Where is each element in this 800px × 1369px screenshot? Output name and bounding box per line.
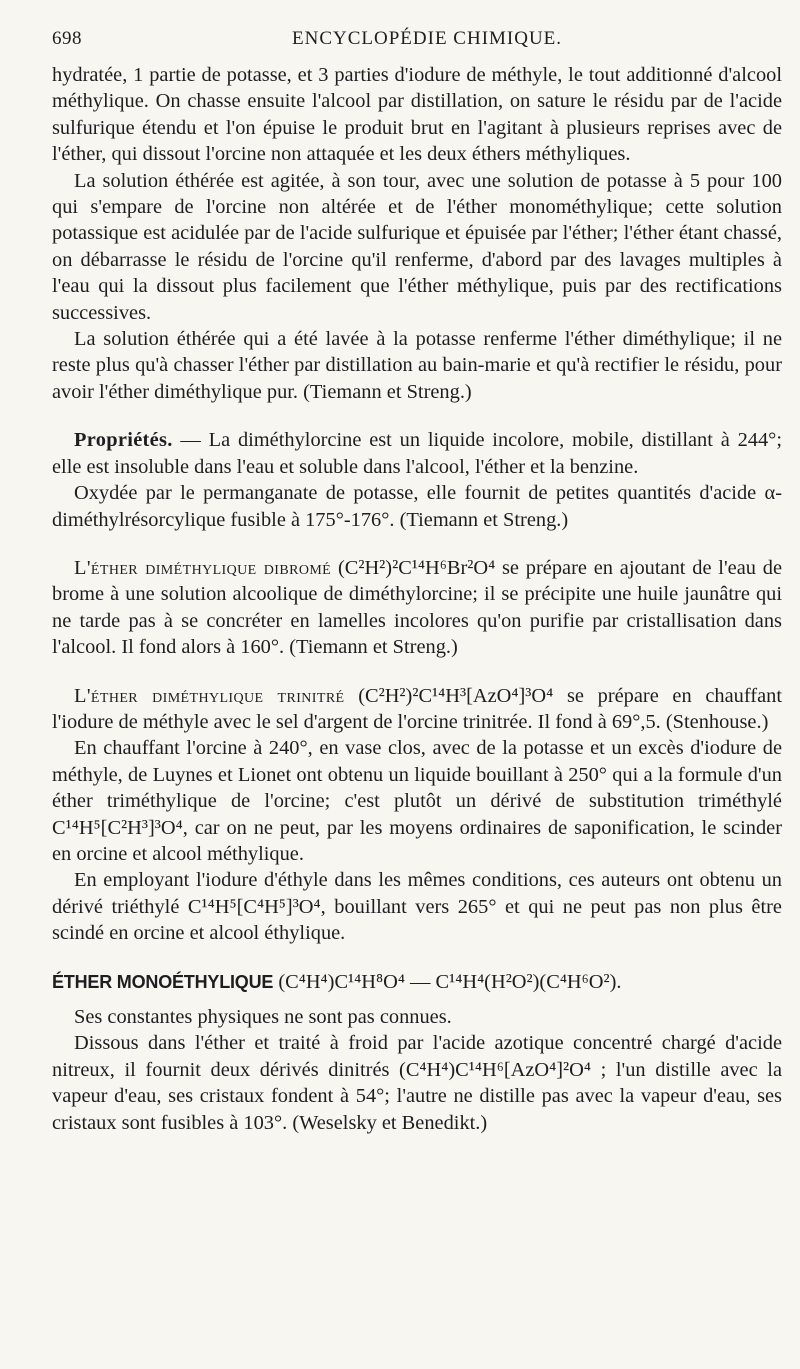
paragraph-text: — La diméthylorcine est un liquide incolore, mobile, distillant à 244°; elle est insoluble dans l'eau et soluble dans l'alcool, l'éther et la benzine. [52,429,782,478]
paragraph: Oxydée par le permanganate de potasse, elle fournit de petites quantités d'acide α-diméthylrésorcylique fusible à 175°-176°. (Tiemann et Streng.) [52,482,782,531]
page-number: 698 [52,28,82,49]
paragraph-trinitro [52,683,782,736]
paragraph: La solution éthérée qui a été lavée à la potasse renferme l'éther diméthylique; il ne reste plus qu'à chasser l'éther par distillation au bain-marie et qu'à rectifier le résidu, pour avoir l'éther diméthylique pur. (Tiemann et Streng.) [52,328,782,403]
compound-name: L'éther diméthylique trinitré [74,684,345,707]
paragraph: hydratée, 1 partie de potasse, et 3 parties d'iodure de méthyle, le tout additionné d'alcool méthylique. On chasse ensuite l'alcool par distillation, on sature le résidu par de l'acide sulfurique étendu et l'on épuise le produit brut en l'agitant à plusieurs reprises avec de l'éther, qui dissout l'orcine non attaquée et les deux éthers méthyliques. [52,64,782,166]
paragraph-dibromo [52,555,782,661]
paragraph: Ses constantes physiques ne sont pas connues. [74,1006,452,1028]
section-heading [52,969,782,995]
running-title: ENCYCLOPÉDIE CHIMIQUE. [292,28,563,49]
spacer [52,995,782,1004]
paragraph: En chauffant l'orcine à 240°, en vase clos, avec de la potasse et un excès d'iodure de méthyle, de Luynes et Lionet ont obtenu un liquide bouillant à 250° qui a la formule d'un éther triméthylique de l'orcine; c'est plutôt un dérivé de substitution triméthylé C¹⁴H⁵[C²H³]³O⁴, car on ne peut, par les moyens ordinaires de saponification, le scinder en orcine et alcool méthylique. [52,737,782,865]
spacer [52,533,782,555]
paragraph-properties [52,427,782,480]
paragraph: En employant l'iodure d'éthyle dans les mêmes conditions, ces auteurs ont obtenu un dérivé triéthylé C¹⁴H⁵[C⁴H⁵]³O⁴, bouillant vers 265° et qui ne peut pas non plus être scindé en orcine et alcool éthylique. [52,869,782,945]
paragraph: Dissous dans l'éther et traité à froid par l'acide azotique concentré chargé d'acide nitreux, il fournit deux dérivés dinitrés (C⁴H⁴)C¹⁴H⁶[AzO⁴]²O⁴ ; l'un distille avec la vapeur d'eau, ses cristaux fondent à 54°; l'autre ne distille pas avec la vapeur d'eau, ses cristaux sont fusibles à 103°. (Weselsky et Benedikt.) [52,1032,782,1134]
spacer [52,661,782,683]
spacer [52,405,782,427]
formula: (C⁴H⁴)C¹⁴H⁸O⁴ — C¹⁴H⁴(H²O²)(C⁴H⁶O²). [273,970,622,993]
spacer [52,947,782,969]
paragraph: La solution éthérée est agitée, à son tour, avec une solution de potasse à 5 pour 100 qui s'empare de l'orcine non altérée et de l'éther monométhylique; cette solution potassique est acidulée par de l'acide sulfurique et épuisée par l'éther; l'éther étant chassé, on débarrasse le résidu de l'orcine qu'il renferme, d'abord par des lavages multiples à l'eau qui la dissout plus facilement que l'éther méthylique, puis par des rectifications successives. [52,169,782,324]
body-text [52,62,782,1136]
running-head [52,28,782,62]
compound-name: L'éther diméthylique dibromé [74,556,332,579]
paragraph-text: (C²H²)²C¹⁴H³[AzO⁴]³O⁴ se prépare en chauffant l'iodure de méthyle avec le sel d'argent de l'orcine trinitrée. Il fond à 69°,5. (Stenhouse.) [52,684,782,733]
section-title: ÉTHER MONOÉTHYLIQUE [52,971,274,992]
paragraph-text: (C²H²)²C¹⁴H⁶Br²O⁴ se prépare en ajoutant de l'eau de brome à une solution alcoolique de diméthylorcine; il se précipite une huile jaunâtre qui ne tarde pas à se concréter en lamelles incolores qu'on purifie par cristallisation dans l'alcool. Il fond alors à 160°. (Tiemann et Streng.) [52,556,782,659]
section-label: Propriétés. [74,429,173,452]
